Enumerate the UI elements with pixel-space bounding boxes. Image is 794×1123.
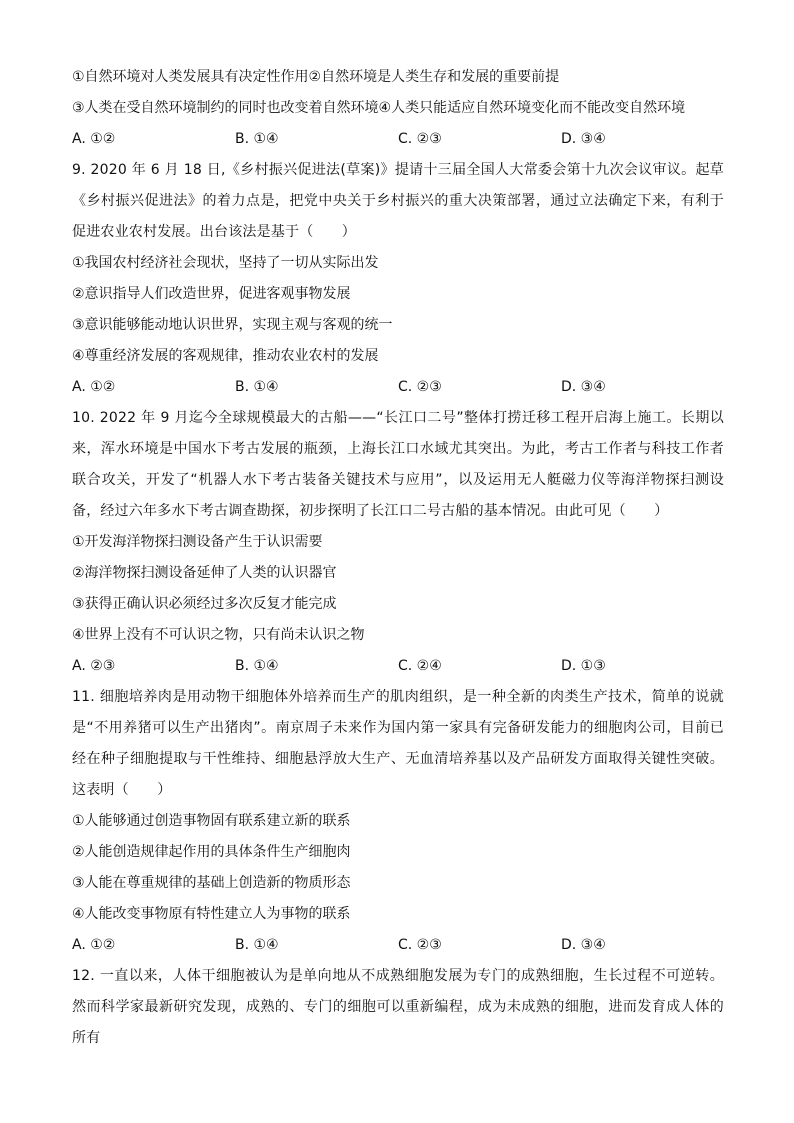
q10-option-a[interactable]: A. ②③ bbox=[72, 658, 116, 674]
q10-option-b[interactable]: B. ①④ bbox=[235, 658, 279, 674]
q9-statement-3: ③意识能够能动地认识世界，实现主观与客观的统一 bbox=[72, 317, 393, 333]
q10-statement-4: ④世界上没有不可认识之物，只有尚未认识之物 bbox=[72, 627, 365, 643]
q9-option-c[interactable]: C. ②③ bbox=[398, 379, 442, 395]
q9-stem: 9. 2020 年 6 月 18 日,《乡村振兴促进法(草案)》提请十三届全国人大常委会第十九次会议审议。起草《乡村振兴促进法》的着力点是，把党中央关于乡村振兴的重大决策部署，通过立法确定下来，有利于促进农业农村发展。出台该法是基于（ ） bbox=[72, 162, 724, 240]
q11-stem: 11. 细胞培养肉是用动物干细胞体外培养而生产的肌肉组织，是一种全新的肉类生产技术，简单的说就是“不用养猪可以生产出猪肉”。南京周子未来作为国内第一家具有完备研发能力的细胞肉公司，目前已经在种子细胞提取与干性维持、细胞悬浮放大生产、无血清培养基以及产品研发方面取得关键性突破。这表明（ ） bbox=[72, 689, 724, 798]
q8-statements-1-2: ①自然环境对人类发展具有决定性作用②自然环境是人类生存和发展的重要前提 bbox=[72, 69, 560, 85]
q10-option-d[interactable]: D. ①③ bbox=[561, 658, 606, 674]
q8-option-c[interactable]: C. ②③ bbox=[398, 131, 442, 147]
q9-statement-2: ②意识指导人们改造世界，促进客观事物发展 bbox=[72, 286, 351, 302]
q10-statement-2: ②海洋物探扫测设备延伸了人类的认识器官 bbox=[72, 565, 337, 581]
q8-options bbox=[72, 124, 724, 155]
q11-statement-4: ④人能改变事物原有特性建立人为事物的联系 bbox=[72, 906, 351, 922]
q10-stem: 10. 2022 年 9 月迄今全球规模最大的古船——“长江口二号”整体打捞迁移工程开启海上施工。长期以来，浑水环境是中国水下考古发展的瓶颈，上海长江口水域尤其突出。为此，考古工作者与科技工作者联合攻关，开发了“机器人水下考古装备关键技术与应用”，以及运用无人艇磁力仪等海洋物探扫测设备，经过六年多水下考古调查勘探，初步探明了长江口二号古船的基本情况。由此可见（ ） bbox=[72, 410, 724, 519]
q9-option-b[interactable]: B. ①④ bbox=[235, 379, 279, 395]
q11-option-c[interactable]: C. ②③ bbox=[398, 937, 442, 953]
exam-page bbox=[72, 62, 724, 1054]
q9-options bbox=[72, 372, 724, 403]
q9-statement-4: ④尊重经济发展的客观规律，推动农业农村的发展 bbox=[72, 348, 379, 364]
q8-option-b[interactable]: B. ①④ bbox=[235, 131, 279, 147]
q9-option-d[interactable]: D. ③④ bbox=[561, 379, 606, 395]
q12-stem: 12. 一直以来，人体干细胞被认为是单向地从不成熟细胞发展为专门的成熟细胞，生长过程不可逆转。然而科学家最新研究发现，成熟的、专门的细胞可以重新编程，成为未成熟的细胞，进而发育成人体的所有 bbox=[72, 968, 724, 1046]
q11-statement-3: ③人能在尊重规律的基础上创造新的物质形态 bbox=[72, 875, 351, 891]
q10-statement-3: ③获得正确认识必须经过多次反复才能完成 bbox=[72, 596, 337, 612]
q8-option-a[interactable]: A. ①② bbox=[72, 131, 116, 147]
q11-statement-1: ①人能够通过创造事物固有联系建立新的联系 bbox=[72, 813, 351, 829]
q11-options bbox=[72, 930, 724, 961]
q8-option-d[interactable]: D. ③④ bbox=[561, 131, 606, 147]
q9-statement-1: ①我国农村经济社会现状，坚持了一切从实际出发 bbox=[72, 255, 379, 271]
q9-option-a[interactable]: A. ①② bbox=[72, 379, 116, 395]
q10-statement-1: ①开发海洋物探扫测设备产生于认识需要 bbox=[72, 534, 323, 550]
q10-option-c[interactable]: C. ②④ bbox=[398, 658, 442, 674]
q10-options bbox=[72, 651, 724, 682]
q11-option-d[interactable]: D. ③④ bbox=[561, 937, 606, 953]
q8-statements-3-4: ③人类在受自然环境制约的同时也改变着自然环境④人类只能适应自然环境变化而不能改变自然环境 bbox=[72, 100, 686, 116]
q11-option-a[interactable]: A. ①② bbox=[72, 937, 116, 953]
q11-option-b[interactable]: B. ①④ bbox=[235, 937, 279, 953]
q11-statement-2: ②人能创造规律起作用的具体条件生产细胞肉 bbox=[72, 844, 351, 860]
